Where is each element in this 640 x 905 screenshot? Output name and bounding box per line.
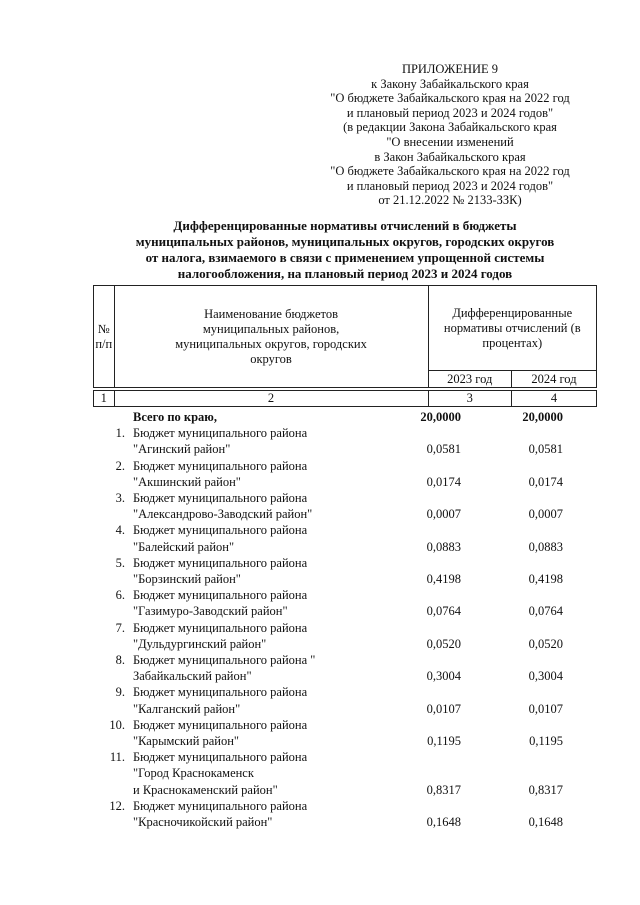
row-number: 6.	[115, 588, 125, 603]
appendix-line: к Закону Забайкальского края	[371, 76, 529, 91]
appendix-line: "О бюджете Забайкальского края на 2022 год	[330, 164, 570, 179]
row-name-line: Бюджет муниципального района "	[133, 653, 316, 668]
table-row	[93, 717, 597, 749]
value-2024: 0,4198	[528, 572, 563, 587]
row-name-line: Бюджет муниципального района	[133, 685, 308, 700]
row-name-line: "Борзинский район"	[133, 572, 241, 587]
row-name-line: Бюджет муниципального района	[133, 523, 308, 538]
value-2023: 0,4198	[426, 572, 461, 587]
appendix-header	[300, 62, 600, 208]
row-name-line: "Александрово-Заводский район"	[133, 507, 313, 522]
table-row	[93, 587, 597, 619]
value-2023: 0,0107	[426, 701, 461, 716]
header-num: № п/п	[94, 286, 115, 388]
value-2024: 0,0883	[528, 539, 563, 554]
value-2024: 0,3004	[528, 669, 563, 684]
table-row	[93, 522, 597, 554]
col-number-4: 4	[511, 391, 596, 407]
value-2024: 0,0581	[528, 442, 563, 457]
value-2024: 0,0174	[528, 474, 563, 489]
table-row	[93, 458, 597, 490]
value-2024: 0,0007	[528, 507, 563, 522]
row-number: 2.	[115, 458, 125, 473]
value-2023: 0,0581	[426, 442, 461, 457]
row-name-line: "Балейский район"	[133, 539, 235, 554]
row-name	[133, 652, 388, 684]
title-line: Дифференцированные нормативы отчислений в бюджеты	[173, 218, 517, 233]
row-number: 10.	[109, 717, 125, 732]
header-norms: Дифференцированные нормативы отчислений (в процентах)	[428, 286, 596, 371]
document-title	[90, 218, 600, 282]
row-name-line: Забайкальский район"	[133, 669, 252, 684]
row-name	[133, 555, 388, 587]
table-row	[93, 749, 597, 798]
table-row	[93, 425, 597, 457]
row-name	[133, 620, 388, 652]
row-name-line: "Карымский район"	[133, 734, 240, 749]
row-name	[133, 425, 388, 457]
col-number-3: 3	[428, 391, 511, 407]
value-2024: 0,0764	[528, 604, 563, 619]
row-name-line: Бюджет муниципального района	[133, 750, 308, 765]
table-row	[93, 798, 597, 830]
row-name-line: Бюджет муниципального района	[133, 555, 308, 570]
appendix-line: "О бюджете Забайкальского края на 2022 год	[330, 91, 570, 106]
row-number: 3.	[115, 491, 125, 506]
row-name-line: Бюджет муниципального района	[133, 458, 308, 473]
table-row	[93, 555, 597, 587]
appendix-line: в Закон Забайкальского края	[374, 149, 526, 164]
value-2023: 0,1195	[427, 734, 461, 749]
value-2023: 0,0764	[426, 604, 461, 619]
value-2023: 0,8317	[426, 782, 461, 797]
row-number: 9.	[115, 685, 125, 700]
row-name	[133, 717, 388, 749]
title-line: муниципальных районов, муниципальных округов, городских округов	[135, 234, 555, 249]
appendix-line: ПРИЛОЖЕНИЕ 9	[401, 62, 499, 76]
value-2023: 0,1648	[426, 815, 461, 830]
row-name-line: "Город Краснокаменск	[133, 766, 254, 781]
total-2023: 20,0000	[420, 410, 461, 424]
table-body	[93, 409, 597, 830]
total-row	[93, 409, 597, 425]
appendix-line: и плановый период 2023 и 2024 годов"	[346, 105, 554, 120]
row-name-line: и Краснокаменский район"	[133, 782, 278, 797]
value-2024: 0,1648	[528, 815, 563, 830]
row-name-line: Бюджет муниципального района	[133, 491, 308, 506]
value-2023: 0,0883	[426, 539, 461, 554]
appendix-line: "О внесении изменений	[386, 134, 514, 149]
row-name	[133, 587, 388, 619]
row-name	[133, 522, 388, 554]
total-2024: 20,0000	[522, 410, 563, 424]
row-number: 4.	[115, 523, 125, 538]
row-number: 5.	[115, 555, 125, 570]
row-name-line: "Агинский район"	[133, 442, 231, 457]
row-number: 12.	[109, 798, 125, 813]
title-line: от налога, взимаемого в связи с применением упрощенной системы	[145, 250, 545, 265]
table-row	[93, 652, 597, 684]
row-number: 11.	[109, 750, 125, 765]
row-name	[133, 684, 388, 716]
value-2023: 0,0520	[426, 636, 461, 651]
value-2023: 0,0007	[426, 507, 461, 522]
row-name-line: "Дульдургинский район"	[133, 636, 267, 651]
value-2024: 0,8317	[528, 782, 563, 797]
total-label: Всего по краю,	[133, 410, 217, 424]
table-row	[93, 684, 597, 716]
value-2023: 0,0174	[426, 474, 461, 489]
row-name	[133, 490, 388, 522]
table-row	[93, 490, 597, 522]
row-number: 7.	[115, 620, 125, 635]
appendix-line: (в редакции Закона Забайкальского края	[343, 120, 557, 135]
value-2023: 0,3004	[426, 669, 461, 684]
title-line: налогообложения, на плановый период 2023 и 2024 годов	[177, 266, 513, 281]
row-name-line: "Акшинский район"	[133, 474, 241, 489]
appendix-line: от 21.12.2022 № 2133-ЗЗК)	[378, 193, 522, 208]
row-number: 1.	[115, 426, 125, 441]
row-name-line: Бюджет муниципального района	[133, 717, 308, 732]
header-name: Наименование бюджетов муниципальных районов, муниципальных округов, городских округов	[114, 286, 428, 388]
table-row	[93, 620, 597, 652]
row-name-line: "Газимуро-Заводский район"	[133, 604, 288, 619]
header-2024: 2024 год	[511, 371, 596, 388]
value-2024: 0,1195	[529, 734, 563, 749]
row-name	[133, 749, 388, 798]
row-name-line: Бюджет муниципального района	[133, 588, 308, 603]
row-name-line: "Красночикойский район"	[133, 815, 273, 830]
row-name-line: Бюджет муниципального района	[133, 426, 308, 441]
value-2024: 0,0107	[528, 701, 563, 716]
table-header	[93, 285, 597, 407]
col-number-2: 2	[114, 391, 428, 407]
row-number: 8.	[115, 653, 125, 668]
row-name-line: "Калганский район"	[133, 701, 241, 716]
value-2024: 0,0520	[528, 636, 563, 651]
row-name-line: Бюджет муниципального района	[133, 620, 308, 635]
row-name-line: Бюджет муниципального района	[133, 798, 308, 813]
row-name	[133, 798, 388, 830]
row-name	[133, 458, 388, 490]
col-number-1: 1	[94, 391, 115, 407]
header-2023: 2023 год	[428, 371, 511, 388]
appendix-line: и плановый период 2023 и 2024 годов"	[346, 178, 554, 193]
